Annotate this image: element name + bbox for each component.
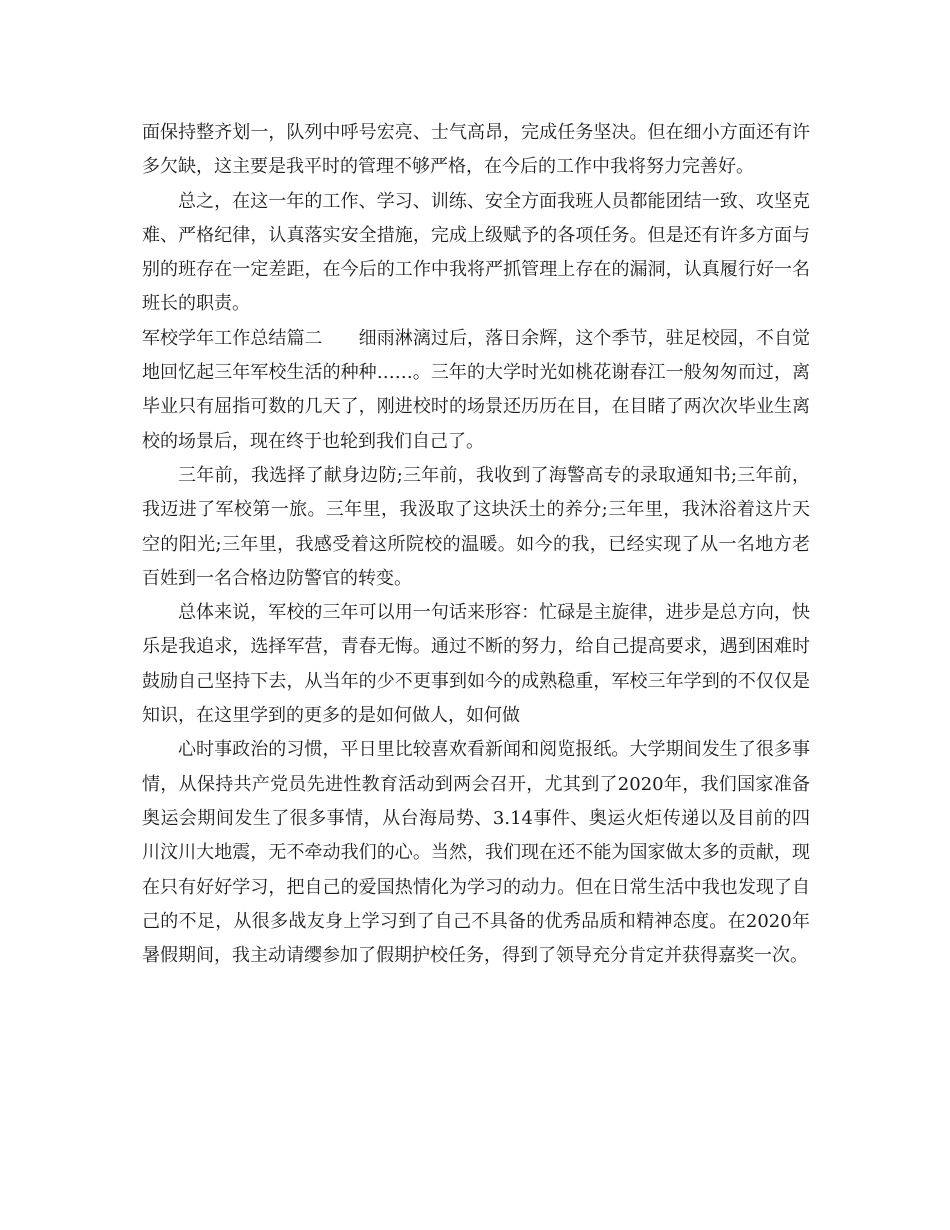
document-body xyxy=(142,116,810,973)
paragraph-article-two-heading: 军校学年工作总结篇二 细雨淋漓过后，落日余辉，这个季节，驻足校园，不自觉地回忆起三年军校生活的种种……。三年的大学时光如桃花谢春江一般匆匆而过，离毕业只有屈指可数的几天了，刚进校时的场景还历历在目，在目睹了两次次毕业生离校的场景后，现在终于也轮到我们自己了。 xyxy=(142,327,810,452)
paragraph-current-affairs: 心时事政治的习惯，平日里比较喜欢看新闻和阅览报纸。大学期间发生了很多事情，从保持共产党员先进性教育活动到两会召开，尤其到了2020年，我们国家准备奥运会期间发生了很多事情，从台海局势、3.14事件、奥运火炬传递以及目前的四川汶川大地震，无不牵动我们的心。当然，我们现在还不能为国家做太多的贡献，现在只有好好学习，把自己的爱国热情化为学习的动力。但在日常生活中我也发现了自己的不足，从很多战友身上学习到了自己不具备的优秀品质和精神态度。在2020年暑假期间，我主动请缨参加了假期护校任务，得到了领导充分肯定并获得嘉奖一次。 xyxy=(142,739,810,967)
paragraph-continuation: 面保持整齐划一，队列中呼号宏亮、士气高昂，完成任务坚决。但在细小方面还有许多欠缺，这主要是我平时的管理不够严格，在今后的工作中我将努力完善好。 xyxy=(142,122,810,178)
paragraph-three-years-ago: 三年前，我选择了献身边防;三年前，我收到了海警高专的录取通知书;三年前，我迈进了军校第一旅。三年里，我汲取了这块沃土的养分;三年里，我沐浴着这片天空的阳光;三年里，我感受着这所院校的温暖。如今的我，已经实现了从一名地方老百姓到一名合格边防警官的转变。 xyxy=(142,464,810,589)
paragraph-summary: 总之，在这一年的工作、学习、训练、安全方面我班人员都能团结一致、攻坚克难、严格纪律，认真落实安全措施，完成上级赋予的各项任务。但是还有许多方面与别的班存在一定差距，在今后的工作中我将严抓管理上存在的漏洞，认真履行好一名班长的职责。 xyxy=(142,190,810,315)
paragraph-overall: 总体来说，军校的三年可以用一句话来形容：忙碌是主旋律，进步是总方向，快乐是我追求，选择军营，青春无悔。通过不断的努力，给自己提高要求，遇到困难时鼓励自己坚持下去，从当年的少不更事到如今的成熟稳重，军校三年学到的不仅仅是知识，在这里学到的更多的是如何做人，如何做 xyxy=(142,602,810,727)
